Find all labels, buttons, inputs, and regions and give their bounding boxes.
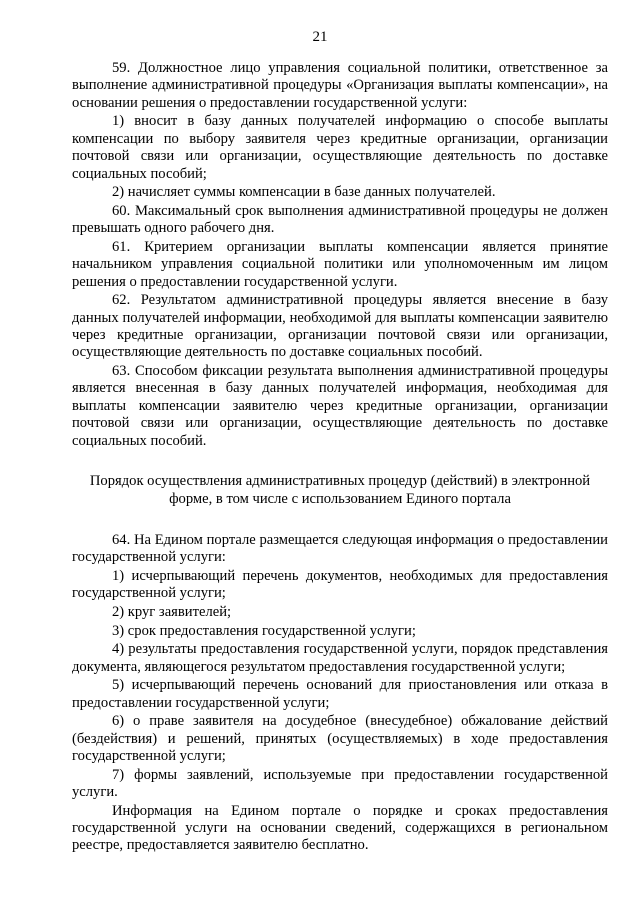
paragraph-61: 61. Критерием организации выплаты компенсации является принятие начальником управления социальной политики или уполномоченным им лицом решения о предоставлении государственной услуги.	[72, 238, 608, 290]
paragraph-64-item-5: 5) исчерпывающий перечень оснований для приостановления или отказа в предоставлении государственной услуги;	[72, 677, 608, 711]
paragraph-59-item-2: 2) начисляет суммы компенсации в базе данных получателей.	[112, 184, 496, 201]
paragraph-60: 60. Максимальный срок выполнения административной процедуры не должен превышать одного рабочего дня.	[72, 202, 608, 237]
paragraph-64-item-4: 4) результаты предоставления государственной услуги, порядок представления документа, являющегося результатом предоставления государственной услуги;	[72, 641, 608, 675]
paragraph-64-item-1: 1) исчерпывающий перечень документов, необходимых для предоставления государственной услуги;	[72, 568, 608, 602]
paragraph-64: 64. На Едином портале размещается следующая информация о предоставлении государственной услуги:	[72, 532, 608, 566]
paragraph-63: 63. Способом фиксации результата выполнения административной процедуры является внесенная в базу данных получателей информация, необходимая для выплаты компенсации заявителю через кредитные организации, организации почтовой связи или организации, осуществляющие деятельность по доставке социальных пособий.	[72, 363, 608, 449]
paragraph-64-item-7: 7) формы заявлений, используемые при предоставлении государственной услуги.	[72, 766, 608, 801]
paragraph-59: 59. Должностное лицо управления социальной политики, ответственное за выполнение административной процедуры «Организация выплаты компенсации», на основании решения о предоставлении государственной услуги:	[72, 60, 608, 111]
paragraph-59-item-1: 1) вносит в базу данных получателей информацию о способе выплаты компенсации по выбору заявителя через кредитные организации, организации почтовой связи или организации, осуществляющие деятельность по доставке социальных пособий;	[72, 113, 608, 182]
paragraph-portal-info: Информация на Едином портале о порядке и сроках предоставления государственной услуги на основании сведений, содержащихся в региональном реестре, предоставляется заявителю бесплатно.	[72, 802, 608, 854]
document-body	[72, 60, 608, 856]
paragraph-64-item-2: 2) круг заявителей;	[112, 604, 232, 621]
paragraph-64-item-6: 6) о праве заявителя на досудебное (внесудебное) обжалование действий (бездействия) и решений, принятых (осуществляемых) в ходе предоставления государственной услуги;	[72, 713, 608, 765]
paragraph-64-item-3: 3) срок предоставления государственной услуги;	[112, 622, 416, 639]
section-heading: Порядок осуществления административных процедур (действий) в электронной форме, в том числе с использованием Единого портала	[89, 473, 591, 508]
page-number: 21	[312, 29, 328, 45]
paragraph-62: 62. Результатом административной процедуры является внесение в базу данных получателей информации, необходимой для выплаты компенсации заявителю через кредитные организации, организации почтовой связи или организации, осуществляющие деятельность по доставке социальных пособий.	[72, 292, 608, 361]
